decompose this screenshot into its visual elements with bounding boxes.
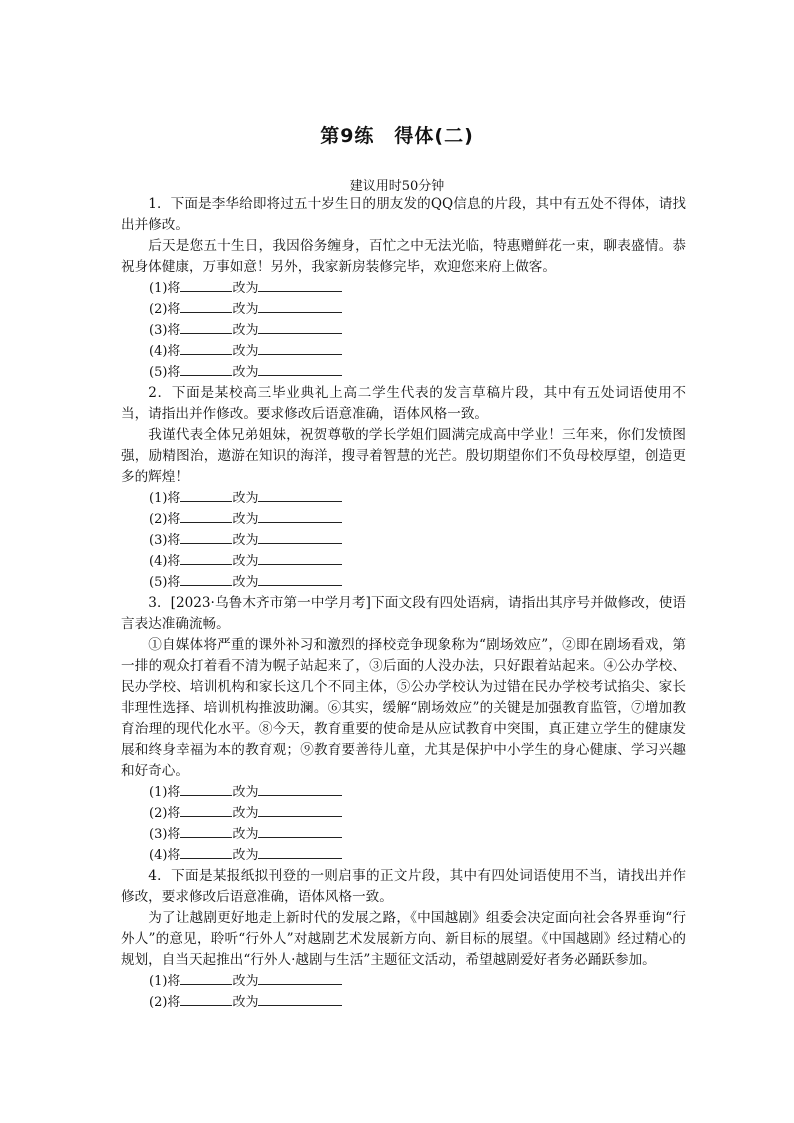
answer-blank-row <box>121 320 686 341</box>
corrected-word-blank[interactable] <box>258 278 342 292</box>
question-list <box>121 194 686 1013</box>
gaiwei-label: 改为 <box>232 344 259 359</box>
answer-blank-row <box>121 362 686 383</box>
question-stem: 2．下面是某校高三毕业典礼上高二学生代表的发言草稿片段，其中有五处词语使用不当，请指出并作修改。要求修改后语意准确，语体风格一致。 <box>121 385 686 422</box>
blank-number: (3) <box>149 827 168 842</box>
jiang-label: 将 <box>167 806 181 821</box>
gaiwei-label: 改为 <box>232 848 259 863</box>
blank-number: (1) <box>149 491 168 506</box>
jiang-label: 将 <box>167 848 181 863</box>
corrected-word-blank[interactable] <box>258 572 342 586</box>
blank-number: (5) <box>149 575 168 590</box>
original-word-blank[interactable] <box>180 845 232 859</box>
gaiwei-label: 改为 <box>232 995 259 1010</box>
gaiwei-label: 改为 <box>232 806 259 821</box>
original-word-blank[interactable] <box>180 278 232 292</box>
question-passage: 我谨代表全体兄弟姐妹，祝贺尊敬的学长学姐们圆满完成高中学业！三年来，你们发愤图强，励精图治，遨游在知识的海洋，搜寻着智慧的光芒。殷切期望你们不负母校厚望，创造更多的辉煌！ <box>121 427 686 485</box>
original-word-blank[interactable] <box>180 803 232 817</box>
blank-number: (2) <box>149 512 168 527</box>
original-word-blank[interactable] <box>180 299 232 313</box>
corrected-word-blank[interactable] <box>258 971 342 985</box>
jiang-label: 将 <box>167 827 181 842</box>
original-word-blank[interactable] <box>180 992 232 1006</box>
jiang-label: 将 <box>167 344 181 359</box>
answer-blank-row <box>121 572 686 593</box>
original-word-blank[interactable] <box>180 488 232 502</box>
blank-number: (5) <box>149 365 168 380</box>
gaiwei-label: 改为 <box>232 323 259 338</box>
question-stem: 3．[2023·乌鲁木齐市第一中学月考]下面文段有四处语病，请指出其序号并做修改，使语言表达准确流畅。 <box>121 595 686 632</box>
question-stem: 4．下面是某报纸拟刊登的一则启事的正文片段，其中有四处词语使用不当，请找出并作修改，要求修改后语意准确，语体风格一致。 <box>121 868 686 905</box>
gaiwei-label: 改为 <box>232 827 259 842</box>
original-word-blank[interactable] <box>180 971 232 985</box>
jiang-label: 将 <box>167 533 181 548</box>
gaiwei-label: 改为 <box>232 575 259 590</box>
answer-blank-row <box>121 551 686 572</box>
time-suggestion: 建议用时50分钟 <box>349 179 445 194</box>
gaiwei-label: 改为 <box>232 365 259 380</box>
jiang-label: 将 <box>167 995 181 1010</box>
blank-number: (1) <box>149 785 168 800</box>
original-word-blank[interactable] <box>180 362 232 376</box>
jiang-label: 将 <box>167 365 181 380</box>
jiang-label: 将 <box>167 281 181 296</box>
corrected-word-blank[interactable] <box>258 845 342 859</box>
jiang-label: 将 <box>167 491 181 506</box>
corrected-word-blank[interactable] <box>258 782 342 796</box>
answer-blank-row <box>121 971 686 992</box>
corrected-word-blank[interactable] <box>258 341 342 355</box>
corrected-word-blank[interactable] <box>258 530 342 544</box>
page-title: 第9练 得体(二) <box>320 125 474 147</box>
jiang-label: 将 <box>167 302 181 317</box>
answer-blank-row <box>121 824 686 845</box>
original-word-blank[interactable] <box>180 824 232 838</box>
gaiwei-label: 改为 <box>232 281 259 296</box>
corrected-word-blank[interactable] <box>258 824 342 838</box>
original-word-blank[interactable] <box>180 341 232 355</box>
blank-number: (1) <box>149 974 168 989</box>
original-word-blank[interactable] <box>180 782 232 796</box>
corrected-word-blank[interactable] <box>258 488 342 502</box>
blank-number: (2) <box>149 995 168 1010</box>
blank-number: (2) <box>149 806 168 821</box>
original-word-blank[interactable] <box>180 509 232 523</box>
corrected-word-blank[interactable] <box>258 362 342 376</box>
answer-blank-row <box>121 509 686 530</box>
question-stem: 1．下面是李华给即将过五十岁生日的朋友发的QQ信息的片段，其中有五处不得体，请找出并修改。 <box>121 196 686 233</box>
blank-number: (2) <box>149 302 168 317</box>
blank-number: (4) <box>149 554 168 569</box>
blank-number: (3) <box>149 533 168 548</box>
jiang-label: 将 <box>167 575 181 590</box>
question-passage: ①自媒体将严重的课外补习和激烈的择校竞争现象称为“剧场效应”，②即在剧场看戏，第一排的观众打着看不清为幌子站起来了，③后面的人没办法，只好跟着站起来。④公办学校、民办学校、培训机构和家长这几个不同主体，⑤公办学校认为过错在民办学校考试掐尖、家长非理性选择、培训机构推波助澜。⑥其实，缓解“剧场效应”的关键是加强教育监管，⑦增加教育治理的现代化水平。⑧今天，教育重要的使命是从应试教育中突围，真正建立学生的健康发展和终身幸福为本的教育观；⑨教育要善待儿童，尤其是保护中小学生的身心健康、学习兴趣和好奇心。 <box>121 637 686 779</box>
answer-blank-row <box>121 530 686 551</box>
jiang-label: 将 <box>167 512 181 527</box>
corrected-word-blank[interactable] <box>258 803 342 817</box>
jiang-label: 将 <box>167 323 181 338</box>
answer-blank-row <box>121 803 686 824</box>
original-word-blank[interactable] <box>180 530 232 544</box>
answer-blank-row <box>121 488 686 509</box>
blank-number: (4) <box>149 848 168 863</box>
gaiwei-label: 改为 <box>232 533 259 548</box>
answer-blank-row <box>121 299 686 320</box>
jiang-label: 将 <box>167 974 181 989</box>
answer-blank-row <box>121 782 686 803</box>
gaiwei-label: 改为 <box>232 554 259 569</box>
corrected-word-blank[interactable] <box>258 299 342 313</box>
blank-number: (4) <box>149 344 168 359</box>
gaiwei-label: 改为 <box>232 491 259 506</box>
jiang-label: 将 <box>167 554 181 569</box>
answer-blank-row <box>121 845 686 866</box>
answer-blank-row <box>121 992 686 1013</box>
corrected-word-blank[interactable] <box>258 992 342 1006</box>
jiang-label: 将 <box>167 785 181 800</box>
gaiwei-label: 改为 <box>232 512 259 527</box>
gaiwei-label: 改为 <box>232 974 259 989</box>
gaiwei-label: 改为 <box>232 302 259 317</box>
original-word-blank[interactable] <box>180 572 232 586</box>
question-passage: 为了让越剧更好地走上新时代的发展之路，《中国越剧》组委会决定面向社会各界垂询“行外人”的意见，聆听“行外人”对越剧艺术发展新方向、新目标的展望。《中国越剧》经过精心的规划，自当天起推出“行外人·越剧与生活”主题征文活动，希望越剧爱好者务必踊跃参加。 <box>121 910 686 968</box>
answer-blank-row <box>121 278 686 299</box>
answer-blank-row <box>121 341 686 362</box>
blank-number: (3) <box>149 323 168 338</box>
original-word-blank[interactable] <box>180 320 232 334</box>
gaiwei-label: 改为 <box>232 785 259 800</box>
corrected-word-blank[interactable] <box>258 320 342 334</box>
corrected-word-blank[interactable] <box>258 551 342 565</box>
original-word-blank[interactable] <box>180 551 232 565</box>
blank-number: (1) <box>149 281 168 296</box>
corrected-word-blank[interactable] <box>258 509 342 523</box>
question-passage: 后天是您五十生日，我因俗务缠身，百忙之中无法光临，特惠赠鲜花一束，聊表盛情。恭祝身体健康，万事如意！另外，我家新房装修完毕，欢迎您来府上做客。 <box>121 238 686 275</box>
